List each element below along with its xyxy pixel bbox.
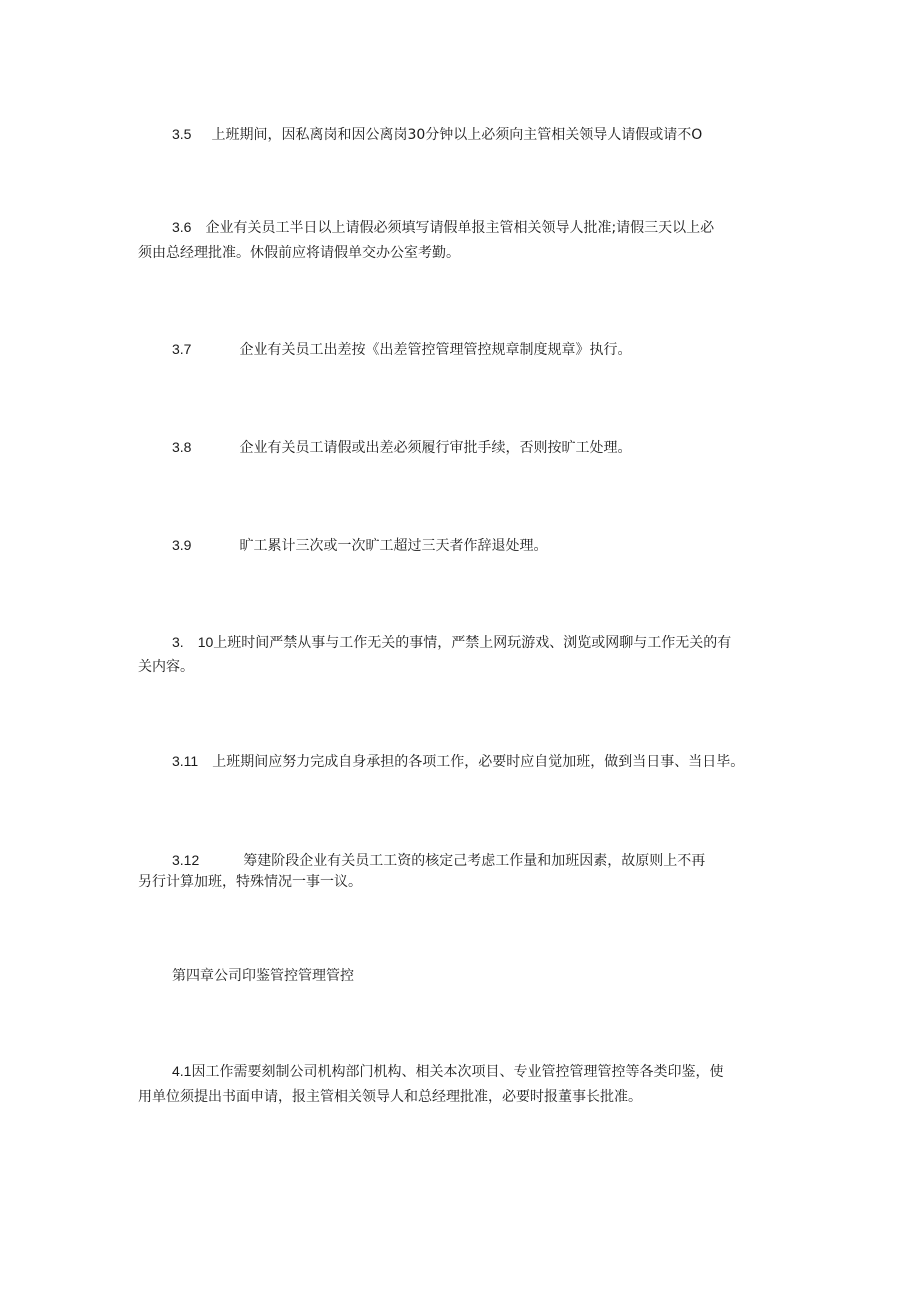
section-text: 筹建阶段企业有关员工工资的核定己考虑工作量和加班因素，故原则上不再: [243, 853, 706, 869]
section-text-continued: 用单位须提出书面申请，报主管相关领导人和总经理批准，必要时报董事长批准。: [138, 1089, 642, 1105]
section-number: 3.8: [172, 439, 192, 455]
section-text: 上班时间严禁从事与工作无关的事情，严禁上网玩游戏、浏览或网聊与工作无关的有: [213, 635, 732, 651]
section-4-1-line1: [172, 1061, 723, 1082]
section-text-continued: 另行计算加班，特殊情况一事一议。: [138, 874, 362, 890]
section-3-6-line1: [172, 217, 714, 238]
section-3-10-line1: [172, 632, 731, 653]
section-number-part1: 3.: [172, 634, 184, 650]
section-3-12-line1: [172, 850, 705, 871]
section-text: 上班期间应努力完成自身承担的各项工作，必要时应自觉加班，做到当日事、当日毕。: [212, 754, 745, 770]
section-3-7: [172, 339, 631, 360]
section-text: 企业有关员工半日以上请假必须填写请假单报主管相关领导人批准;请假三天以上必: [205, 220, 715, 236]
section-3-9: [172, 535, 547, 556]
section-text-continued: 关内容。: [138, 659, 194, 675]
section-3-8: [172, 437, 631, 458]
chapter-4-title: [172, 966, 354, 986]
section-text: 企业有关员工请假或出差必须履行审批手续，否则按旷工处理。: [239, 440, 632, 456]
section-text: 企业有关员工出差按《出差管控管理管控规章制度规章》执行。: [239, 342, 632, 358]
chapter-title-text: 第四章公司印鉴管控管理管控: [172, 968, 354, 984]
section-4-1-line2: [138, 1087, 642, 1107]
section-number: 3.11: [172, 753, 199, 769]
section-number: 3.7: [172, 341, 192, 357]
section-3-12-line2: [138, 872, 362, 892]
section-3-5: [172, 124, 702, 145]
section-number: 3.9: [172, 537, 192, 553]
section-text-continued: 须由总经理批准。休假前应将请假单交办公室考勤。: [138, 245, 460, 261]
section-text: 旷工累计三次或一次旷工超过三天者作辞退处理。: [239, 538, 548, 554]
section-number: 3.12: [172, 852, 200, 868]
section-3-11: [172, 751, 744, 772]
section-text: 上班期间，因私离岗和因公离岗30分钟以上必须向主管相关领导人请假或请不O: [211, 127, 703, 143]
section-number: 3.5: [172, 126, 192, 142]
section-3-10-line2: [138, 657, 194, 677]
section-number: 3.6: [172, 219, 192, 235]
section-number-part2: 10: [197, 634, 214, 650]
section-number: 4.1: [172, 1063, 192, 1079]
section-text: 因工作需要刻制公司机构部门机构、相关本次项目、专业管控管理管控等各类印鉴，使: [191, 1064, 724, 1080]
section-3-6-line2: [138, 243, 460, 263]
